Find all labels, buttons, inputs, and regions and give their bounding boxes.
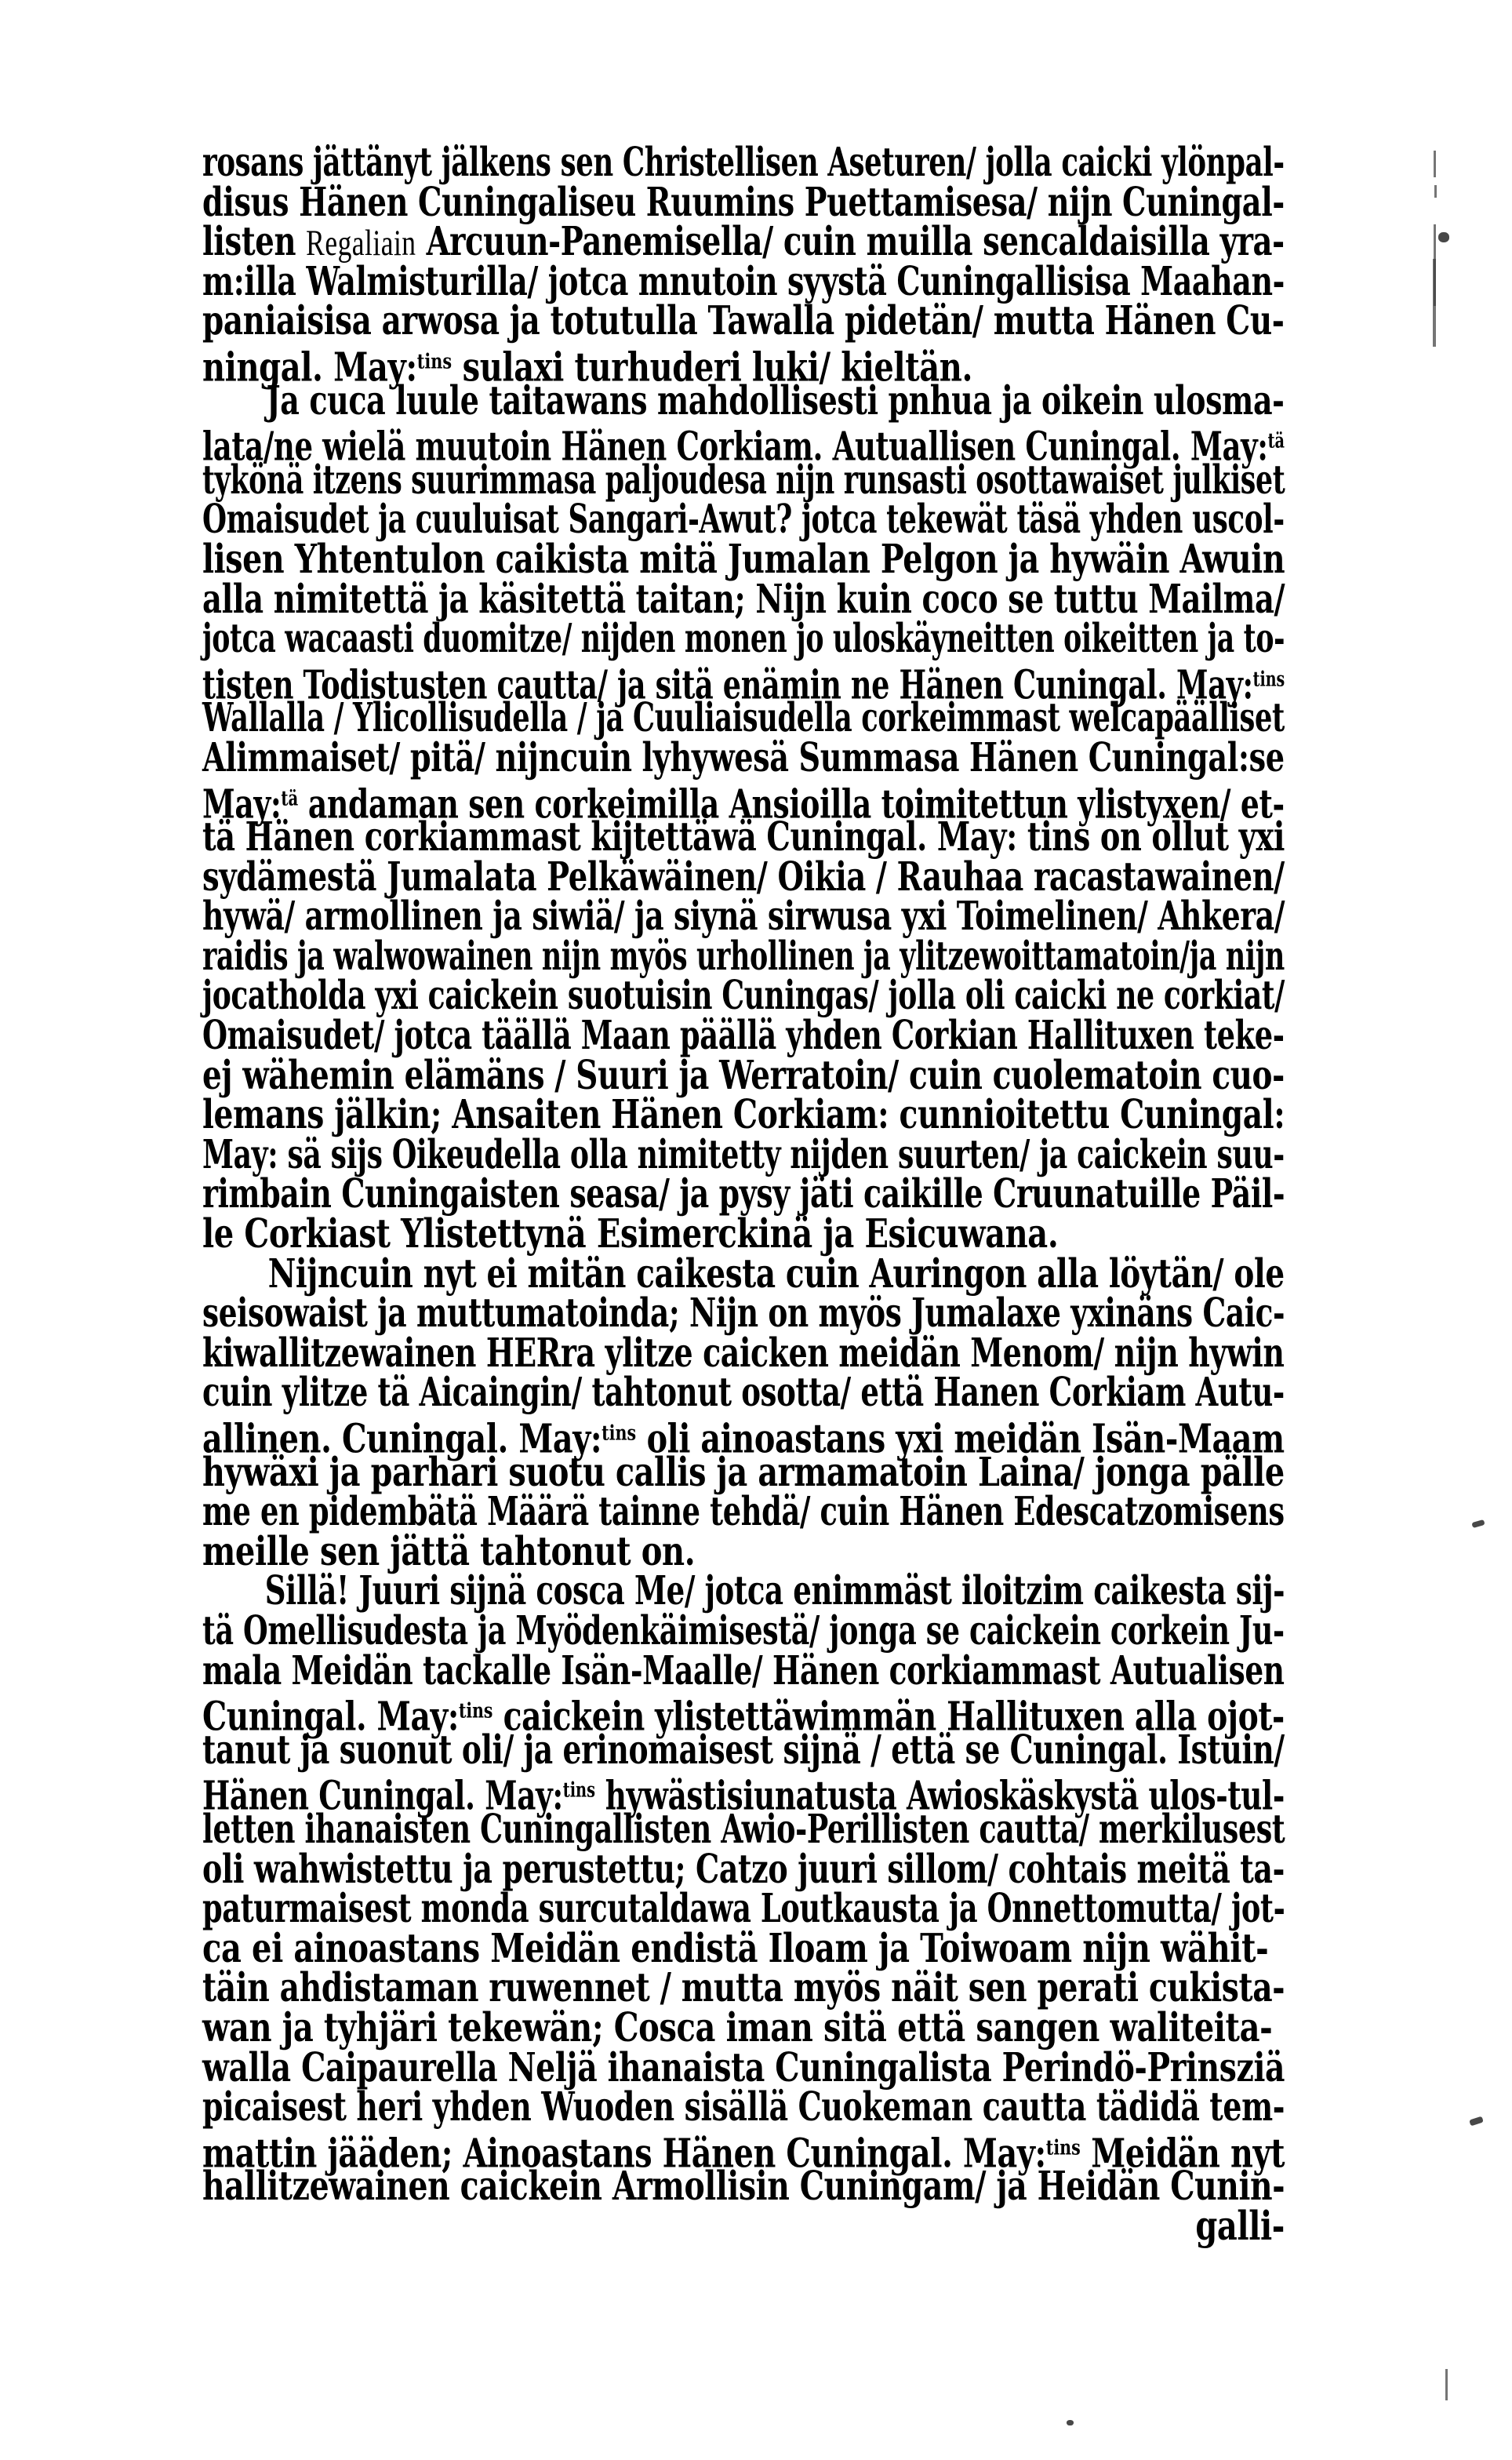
text-line: letten ihanaisten Cuningallisten Awio-Perillisten cautta/ merkilusest — [202, 1806, 1285, 1853]
text-line: lemans jälkin; Ansaiten Hänen Corkiam: cunnioitettu Cuningal: — [202, 1091, 1285, 1138]
margin-speck-1 — [1438, 232, 1449, 242]
text-line: mattin jääden; Ainoastans Hänen Cuningal. May:$^{tins}$ Meidän nyt — [202, 2130, 1285, 2177]
text-line: wan ja tyhjäri tekewän; Cosca iman sitä että sangen waliteita- — [202, 2004, 1273, 2051]
text-line: disus Hänen Cuningaliseu Ruumins Puettamisesa/ nijn Cuningal- — [202, 178, 1285, 226]
text-line: paniaisisa arwosa ja totutulla Tawalla pidetän/ mutta Hänen Cu- — [202, 297, 1285, 344]
abbreviation-superscript: tins — [562, 1777, 596, 1802]
text-line: tanut ja suonut oli/ ja erinomaisest sijnä / että se Cuningal. Istuin/ — [202, 1727, 1285, 1774]
text-line: Wallalla / Ylicollisudella / ja Cuuliaisudella corkeimmast welcapäälliset — [202, 694, 1285, 741]
abbreviation-superscript: tins — [1045, 2134, 1081, 2160]
text-line: me en pidembätä Määrä tainne tehdä/ cuin Hänen Edescatzomisens — [202, 1488, 1285, 1535]
body-text-block — [202, 138, 1285, 2250]
text-line: raidis ja walwowainen nijn myös urhollinen ja ylitzewoittamatoin/ja nijn — [202, 933, 1285, 980]
text-line: Nijncuin nyt ei mitän caikesta cuin Auringon alla löytän/ ole — [267, 1250, 1285, 1297]
margin-speck-2 — [1471, 1519, 1485, 1528]
text-line: ningal. May:$^{tins}$ sulaxi turhuderi luki/ kieltän. — [202, 344, 973, 391]
margin-artifact-1 — [1434, 151, 1436, 177]
antiqua-word: Regaliain — [306, 222, 416, 264]
text-line: täin ahdistaman ruwennet / mutta myös näit sen perati cukista- — [202, 1964, 1285, 2011]
text-line: hywäxi ja parhari suotu callis ja armamatoin Laina/ jonga pälle — [202, 1448, 1285, 1496]
text-line: kiwallitzewainen HERra ylitze caicken meidän Menom/ nijn hywin — [202, 1330, 1285, 1377]
abbreviation-superscript: tä — [281, 784, 299, 810]
text-line: Ja cuca luule taitawans mahdollisesti pnhua ja oikein ulosma- — [266, 377, 1285, 424]
text-line: cuin ylitze tä Aicaingin/ tahtonut osotta/ että Hanen Corkiam Autu- — [202, 1369, 1285, 1416]
text-line: oli wahwistettu ja perustettu; Catzo juuri sillom/ cohtais meitä ta- — [202, 1845, 1285, 1893]
text-line: Omaisudet/ jotca täällä Maan päällä yhden Corkian Hallituxen teke- — [202, 1012, 1285, 1059]
text-line: jotca wacaasti duomitze/ nijden monen jo uloskäyneitten oikeitten ja to- — [202, 615, 1285, 662]
text-line: alla nimitettä ja käsitettä taitan; Nijn kuin coco se tuttu Mailma/ — [202, 575, 1285, 623]
margin-artifact-5 — [1445, 2369, 1448, 2400]
text-line: Hänen Cuningal. May:$^{tins}$ hywästisiunatusta Awioskäskystä ulos-tul- — [202, 1773, 1285, 1820]
abbreviation-superscript: tins — [458, 1698, 493, 1723]
text-line: rimbain Cuningaisten seasa/ ja pysy jäti caikille Cruunatuille Päil- — [202, 1170, 1285, 1217]
abbreviation-superscript: tins — [602, 1420, 637, 1445]
text-line: Omaisudet ja cuuluisat Sangari-Awut? jotca tekewät täsä yhden uscol- — [202, 496, 1285, 543]
text-line: seisowaist ja muttumatoinda; Nijn on myös Jumalaxe yxinäns Caic- — [202, 1290, 1285, 1337]
text-line: Cuningal. May:$^{tins}$ caickein ylistettäwimmän Hallituxen alla ojot- — [202, 1694, 1285, 1741]
text-line: paturmaisest monda surcutaldawa Loutkausta ja Onnettomutta/ jot- — [202, 1885, 1285, 1932]
text-line: May: sä sijs Oikeudella olla nimitetty nijden suurten/ ja caickein suu- — [202, 1131, 1285, 1178]
text-line: sydämestä Jumalata Pelkäwäinen/ Oikia / Rauhaa racastawainen/ — [202, 853, 1285, 901]
catchword: galli- — [1195, 2203, 1285, 2250]
text-line: listen Regaliain Arcuun-Panemisella/ cuin muilla sencaldaisilla yra- — [202, 218, 1285, 265]
text-line: hywä/ armollinen ja siwiä/ ja siynä sirwusa yxi Toimelinen/ Ahkera/ — [202, 893, 1285, 940]
abbreviation-superscript: tä — [1267, 428, 1285, 453]
text-line: Alimmaiset/ pitä/ nijncuin lyhywesä Summasa Hänen Cuningal:se — [202, 734, 1285, 781]
abbreviation-superscript: tins — [416, 348, 453, 373]
text-line: Sillä! Juuri sijnä cosca Me/ jotca enimmäst iloitzim caikesta sij- — [264, 1567, 1285, 1614]
text-line: tä Hänen corkiammast kijtettäwä Cuningal. May: tins on ollut yxi — [202, 813, 1285, 861]
text-line: le Corkiast Ylistettynä Esimerckinä ja Esicuwana. — [202, 1210, 1059, 1257]
text-line: lata/ne wielä muutoin Hänen Corkiam. Autuallisen Cuningal. May:$^{tä}$ — [202, 424, 1285, 471]
text-line: meille sen jättä tahtonut on. — [202, 1528, 696, 1575]
margin-artifact-2 — [1434, 185, 1437, 198]
text-line: lisen Yhtentulon caikista mitä Jumalan Pelgon ja hywäin Awuin — [202, 536, 1285, 583]
text-line: ca ei ainoastans Meidän endistä Iloam ja Toiwoam nijn wähit- — [202, 1924, 1269, 1972]
text-line: rosans jättänyt jälkens sen Christellisen Aseturen/ jolla caicki ylönpal- — [202, 139, 1285, 186]
text-line: allinen. Cuningal. May:$^{tins}$ oli ainoastans yxi meidän Isän-Maam — [202, 1415, 1285, 1463]
text-line: walla Caipaurella Neljä ihanaista Cuningalista Perindö-Prinsziä — [202, 2043, 1285, 2091]
text-line: hallitzewainen caickein Armollisin Cuningam/ ja Heidän Cunin- — [202, 2163, 1285, 2210]
margin-artifact-4 — [1433, 259, 1436, 347]
bottom-speck-1 — [1067, 2420, 1074, 2425]
text-line: tä Omellisudesta ja Myödenkäimisestä/ jonga se caickein corkein Ju- — [202, 1607, 1285, 1654]
text-line: tisten Todistusten cautta/ ja sitä enämin ne Hänen Cuningal. May:$^{tins}$ — [202, 661, 1285, 708]
text-line: m:illa Walmisturilla/ jotca mnutoin syystä Cuningallisisa Maahan- — [202, 258, 1285, 305]
margin-speck-3 — [1469, 2116, 1484, 2127]
text-line: ej wähemin elämäns / Suuri ja Werratoin/ cuin cuolematoin cuo- — [202, 1051, 1285, 1099]
text-line: picaisest heri yhden Wuoden sisällä Cuokeman cautta tädidä tem- — [202, 2083, 1285, 2131]
text-line: tykönä itzens suurimmasa paljoudesa nijn runsasti osottawaiset julkiset — [202, 457, 1285, 504]
abbreviation-superscript: tins — [1252, 665, 1285, 691]
text-line: jocatholda yxi caickein suotuisin Cuningas/ jolla oli caicki ne corkiat/ — [202, 972, 1285, 1019]
text-line: mala Meidän tackalle Isän-Maalle/ Hänen corkiammast Autualisen — [202, 1647, 1285, 1694]
text-line: May:$^{tä}$ andaman sen corkeimilla Ansioilla toimitettun ylistyxen/ et- — [202, 781, 1285, 828]
